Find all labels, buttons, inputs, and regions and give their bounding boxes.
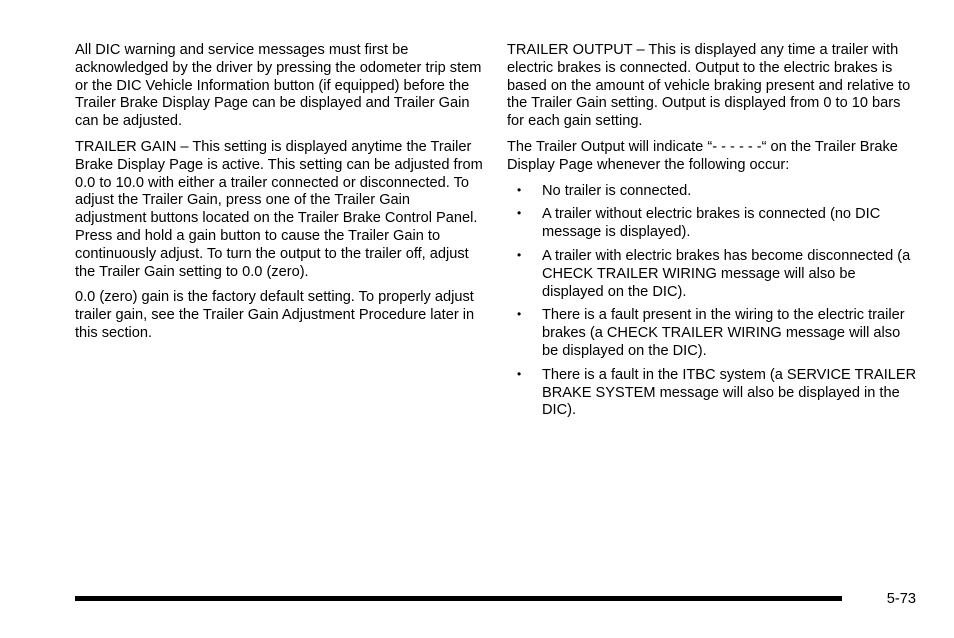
list-item — [507, 248, 917, 301]
bullet-icon: • — [517, 247, 522, 262]
page-number: 5-73 — [886, 591, 916, 607]
left-column — [75, 42, 483, 351]
paragraph-output-indicator: The Trailer Output will indicate “- - - - - -“ on the Trailer Brake Display Page whenever the following occur: — [507, 138, 898, 173]
list-item-text: No trailer is connected. — [542, 182, 692, 199]
list-item-text: A trailer without electric brakes is connected (no DIC message is displayed). — [542, 206, 881, 241]
footer-rule — [75, 596, 842, 601]
list-item-text: A trailer with electric brakes has become disconnected (a CHECK TRAILER WIRING message will also be displayed on the DIC). — [542, 247, 911, 300]
bullet-icon: • — [517, 206, 522, 221]
list-item-text: There is a fault in the ITBC system (a SERVICE TRAILER BRAKE SYSTEM message will also be displayed in the DIC). — [542, 366, 917, 419]
bullet-icon: • — [517, 307, 522, 322]
condition-list — [507, 183, 917, 421]
paragraph-trailer-output: TRAILER OUTPUT – This is displayed any time a trailer with electric brakes is connected. Output to the electric brakes is based on the amount of vehicle braking present and relative to the Trailer Gain setting. Output is displayed from 0 to 10 bars for each gain setting. — [507, 42, 911, 130]
paragraph-default-gain: 0.0 (zero) gain is the factory default setting. To properly adjust trailer gain, see the Trailer Gain Adjustment Procedure later in this section. — [75, 289, 475, 341]
list-item — [507, 183, 917, 201]
paragraph-trailer-gain: TRAILER GAIN – This setting is displayed anytime the Trailer Brake Display Page is active. This setting can be adjusted from 0.0 to 10.0 with either a trailer connected or disconnected. To adjust the Trailer Gain, press one of the Trailer Gain adjustment buttons located on the Trailer Brake Control Panel. Press and hold a gain button to cause the Trailer Gain to continuously adjust. To turn the output to the trailer off, adjust the Trailer Gain setting to 0.0 (zero). — [75, 138, 483, 280]
list-item — [507, 307, 917, 360]
bullet-icon: • — [517, 366, 522, 381]
bullet-icon: • — [517, 182, 522, 197]
list-item-text: There is a fault present in the wiring to the electric trailer brakes (a CHECK TRAILER WIRING message will also be displayed on the DIC). — [542, 307, 905, 359]
right-column — [507, 42, 917, 426]
list-item — [507, 206, 917, 242]
list-item — [507, 367, 917, 420]
paragraph-dic-acknowledge: All DIC warning and service messages must first be acknowledged by the driver by pressing the odometer trip stem or the DIC Vehicle Information button (if equipped) before the Trailer Brake Display Page can be displayed and Trailer Gain can be adjusted. — [75, 42, 482, 130]
